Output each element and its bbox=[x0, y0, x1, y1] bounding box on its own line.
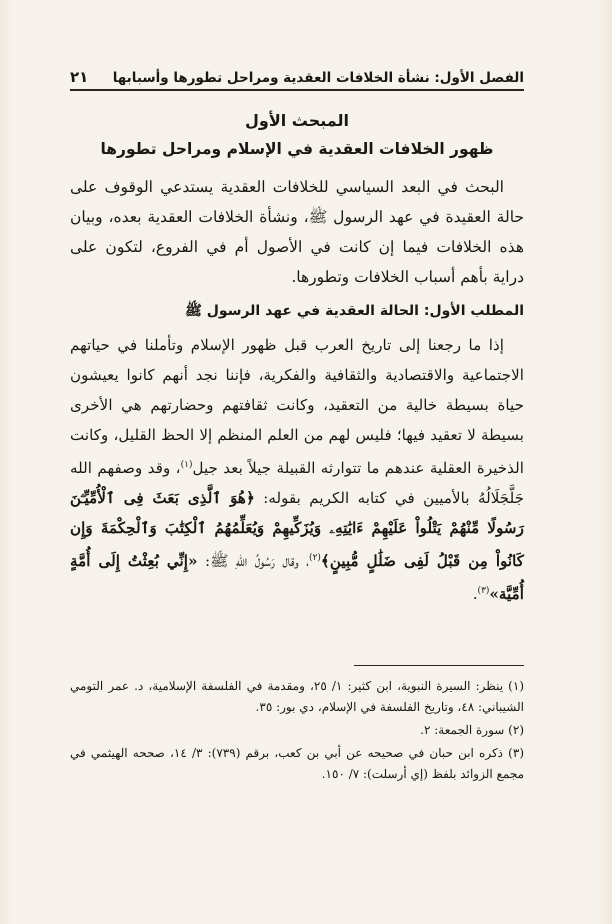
subsection-heading: المطلب الأول: الحالة العقدية في عهد الرسول ﷺ bbox=[184, 303, 524, 319]
footnote-ref-3: (٣) bbox=[477, 586, 490, 597]
footnote-3: (٣) ذكره ابن حبان في صحيحه عن أبي بن كعب، برقم (٧٣٩): ٣/ ١٤، صححه الهيثمي في مجمع الزوائد بلفظ (إي أرسلت): ٧/ ١٥٠. bbox=[70, 746, 525, 781]
body-text-part3: ، وقال رَسُولُ اللهِ ﷺ: bbox=[197, 552, 310, 571]
header-divider bbox=[70, 89, 524, 91]
body-text-part2: ، وقد وصفهم الله جَلَّجَلَالُهُ بالأميين في كتابه الكريم بقوله: bbox=[70, 459, 524, 508]
body-paragraph bbox=[70, 330, 524, 609]
footnote-1: (١) ينظر: السيرة النبوية، ابن كثير: ١/ ٢٥، ومقدمة في الفلسفة الإسلامية، د. عمر التومي الشيباني: ٤٨، وتاريخ الفلسفة في الإسلام، دي بور: ٣٥. bbox=[70, 679, 524, 714]
footnotes bbox=[70, 676, 524, 787]
main-content bbox=[70, 108, 524, 609]
section-subtitle: ظهور الخلافات العقدية في الإسلام ومراحل تطورها bbox=[100, 140, 494, 158]
footnote-ref-1: (١) bbox=[180, 460, 193, 470]
quran-verse: ﴿هُوَ ٱلَّذِى بَعَثَ فِى ٱلْأُمِّيِّـۧنَ رَسُولًا مِّنْهُمْ يَتْلُواْ عَلَيْهِمْ ءَايَٰتِهِۦ وَيُزَكِّيهِمْ وَيُعَلِّمُهُمُ ٱلْكِتَٰبَ وَٱلْحِكْمَةَ وَإِن كَانُواْ مِن قَبْلُ لَفِى ضَلَٰلٍ مُّبِينٍ﴾ bbox=[70, 489, 524, 571]
footnote-2: (٢) سورة الجمعة: ٢. bbox=[420, 723, 524, 737]
intro-paragraph: البحث في البعد السياسي للخلافات العقدية يستدعي الوقوف على حالة العقيدة في عهد الرسول ﷺ، ونشأة الخلافات العقدية بعده، وبيان هذه الخلافات فيما إن كانت في الأصول أم في الفروع، لتكون على دراية بأهم أسباب الخلافات وتطورها. bbox=[70, 178, 524, 286]
footnote-divider bbox=[354, 665, 524, 666]
page-number: ٢١ bbox=[70, 68, 89, 86]
running-head: الفصل الأول: نشأة الخلافات العقدية ومراحل تطورها وأسبابها bbox=[112, 70, 524, 86]
page-header bbox=[70, 62, 524, 86]
body-text-end: . bbox=[472, 585, 478, 604]
section-title: المبحث الأول bbox=[244, 111, 349, 130]
hadith-quote: «إِنِّي بُعِثْتُ إِلَى أُمَّةٍ أُمِّيَّة» bbox=[70, 552, 524, 604]
footnote-ref-2: (٢) bbox=[309, 553, 321, 564]
body-text-part1: إذا ما رجعنا إلى تاريخ العرب قبل ظهور الإسلام وتأملنا في حياتهم الاجتماعية والاقتصادية والثقافية والفكرية، فإننا نجد أنهم كانوا يعيشون حياة بسيطة خالية من التعقيد، وكانت ثقافتهم وحضارتهم هي الأخرى بسيطة لا تعقيد فيها؛ فليس لهم من العلم المنظم إلا الحظ القليل، وكانت الذخيرة العقلية عندهم ما تتوارثه القبيلة جيلاً بعد جيل bbox=[70, 336, 524, 478]
